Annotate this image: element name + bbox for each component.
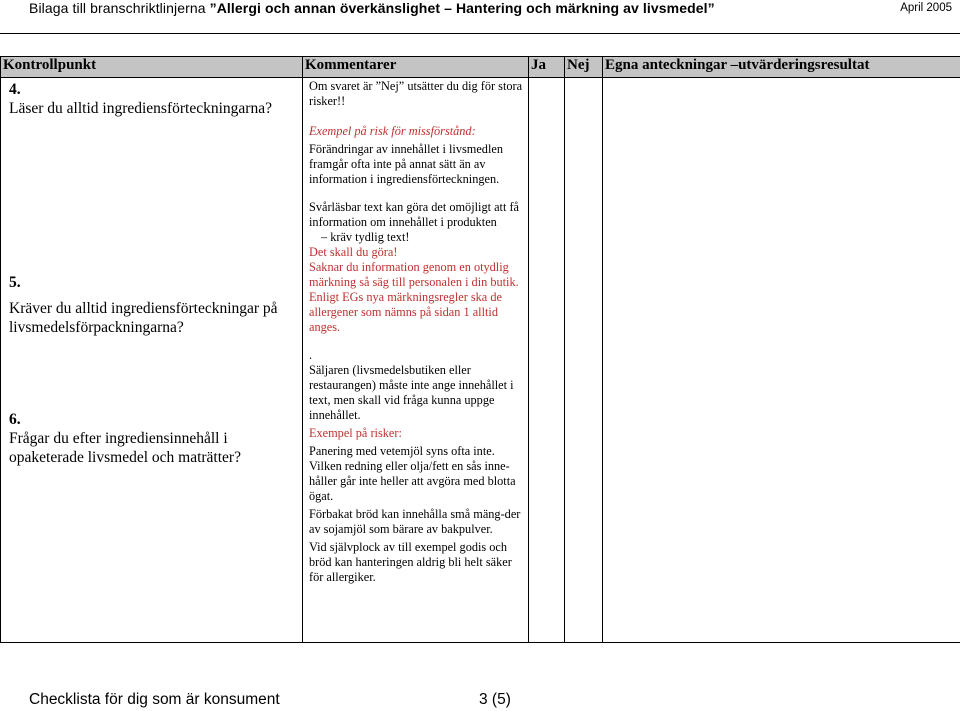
kontrollpunkt-cell [1, 78, 303, 643]
comment-text: Förändringar av innehållet i livsmedlen framgår ofta inte på annat sätt än av information i ingrediensförteckningen. [309, 142, 503, 186]
page-footer [29, 691, 511, 709]
question-4: 4. Läser du alltid ingrediensförteckningarna? [9, 81, 272, 117]
table-row [1, 78, 960, 643]
col-kontrollpunkt: Kontrollpunkt [1, 57, 303, 78]
comment-risk-warning: Om svaret är ”Nej” utsätter du dig för stora risker!! [309, 79, 523, 108]
comment-action: Enligt EGs nya märkningsregler ska de allergener som nämns på sidan 1 alltid anges. [309, 290, 502, 334]
col-nej: Nej [565, 57, 603, 78]
header-date: April 2005 [900, 2, 952, 14]
question-5: 5. Kräver du alltid ingrediensförteckningar på livsmedelsförpackningarna? [9, 274, 278, 336]
table-header-row [1, 57, 960, 78]
comment-text: Vid självplock av till exempel godis och bröd kan hanteringen aldrig bli helt säker för allergiker. [309, 540, 512, 584]
comment-text: Säljaren (livsmedelsbutiken eller restaurangen) måste inte ange innehållet i text, men skall vid fråga kunna uppge innehållet. [309, 363, 514, 422]
comment-text: Svårläsbar text kan göra det omöjligt att få information om innehållet i produkten [309, 200, 520, 229]
header-title-line [29, 0, 715, 16]
comment-example-heading: Exempel på risk för missförstånd: [309, 124, 476, 138]
col-egna: Egna anteckningar –utvärderingsresultat [603, 57, 960, 78]
header-prefix: Bilaga till branschriktlinjerna [29, 0, 210, 16]
comment-text: Förbakat bröd kan innehålla små mäng-der av sojamjöl som bärare av bakpulver. [309, 507, 521, 536]
header-title: ”Allergi och annan överkänslighet – Hantering och märkning av livsmedel” [209, 0, 715, 16]
comment-text: Vilken redning eller olja/fett en sås inne-håller går inte heller att avgöra med blotta ögat. [309, 459, 516, 503]
page-number: 3 (5) [479, 691, 511, 708]
egna-anteckningar-cell[interactable] [603, 78, 960, 643]
nej-cell[interactable] [565, 78, 603, 643]
ja-cell[interactable] [529, 78, 565, 643]
header-rule [0, 33, 960, 34]
col-kommentarer: Kommentarer [303, 57, 529, 78]
comment-example-heading: Exempel på risker: [309, 426, 402, 440]
comment-text: – kräv tydlig text! [321, 230, 410, 244]
comment-text: Panering med vetemjöl syns ofta inte. [309, 444, 495, 458]
comment-text: . [309, 348, 313, 362]
col-ja: Ja [529, 57, 565, 78]
question-6: 6. Frågar du efter ingrediensinnehåll i opaketerade livsmedel och maträtter? [9, 411, 241, 466]
page-header [0, 0, 960, 38]
comment-action: Det skall du göra! [309, 245, 398, 259]
comment-action: Saknar du information genom en otydlig märkning så säg till personalen i din butik. [309, 260, 519, 289]
footer-title: Checklista för dig som är konsument [29, 691, 280, 708]
kommentarer-cell [303, 78, 529, 643]
checklist-table [0, 56, 960, 643]
